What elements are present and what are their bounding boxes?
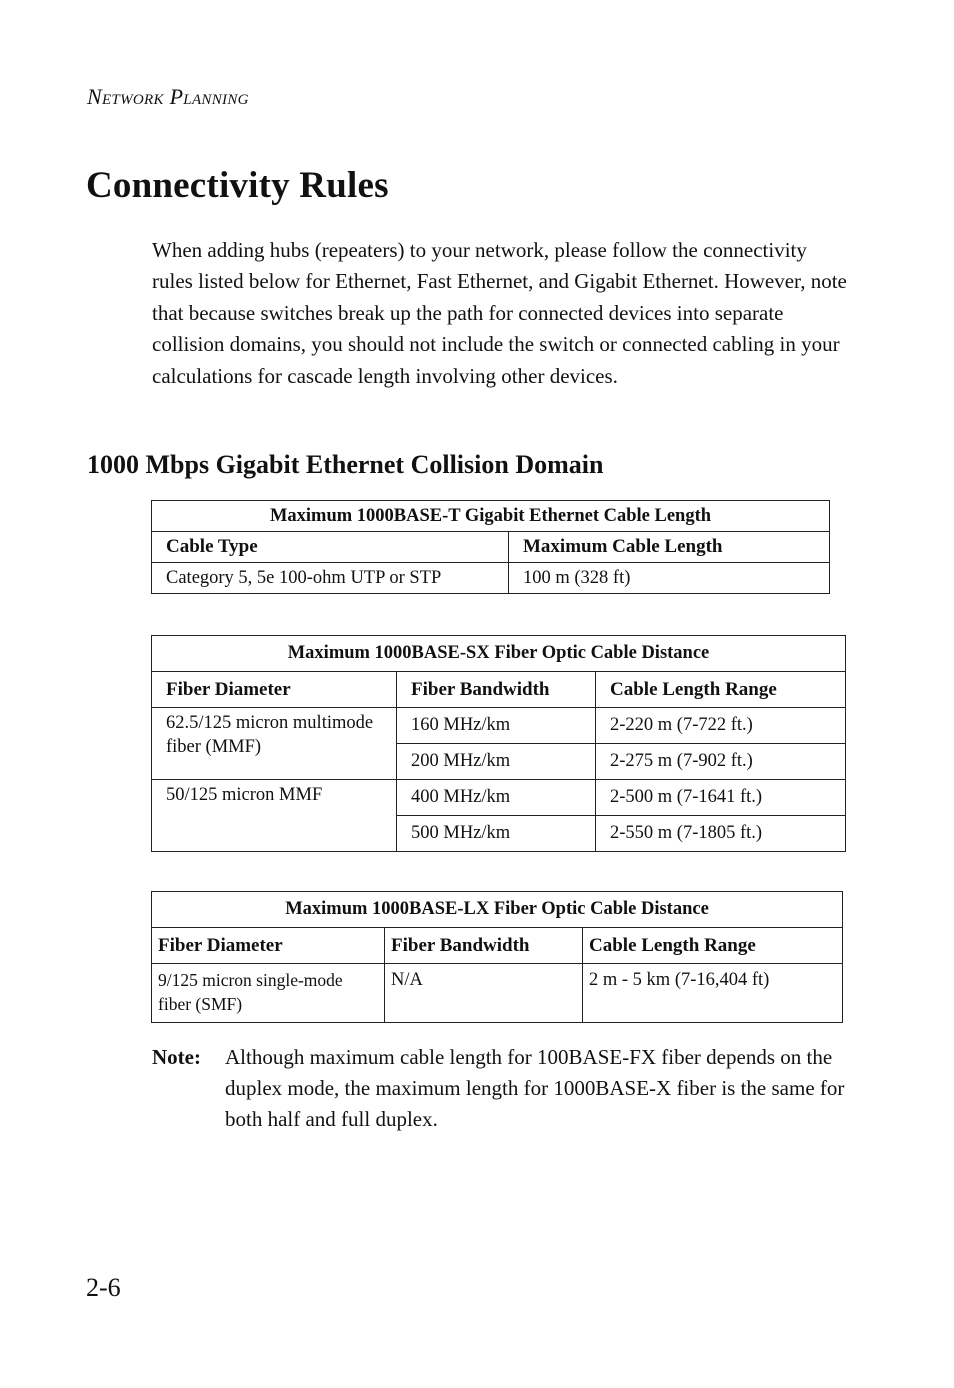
- column-header-fiber-bandwidth: Fiber Bandwidth: [385, 928, 583, 964]
- section-title: Connectivity Rules: [86, 165, 389, 206]
- cell-length-range: 2-550 m (7-1805 ft.): [596, 816, 846, 852]
- table-caption-row: [152, 501, 830, 532]
- table-row: [152, 964, 843, 1023]
- cell-fiber-diameter: 62.5/125 micron multimode fiber (MMF): [152, 708, 397, 780]
- table-caption: Maximum 1000BASE-T Gigabit Ethernet Cable Length: [152, 501, 830, 532]
- page-number: 2-6: [86, 1273, 121, 1302]
- table-row: [152, 563, 830, 594]
- table-header-row: [152, 672, 846, 708]
- cell-length-range: 2-220 m (7-722 ft.): [596, 708, 846, 744]
- note-text: Although maximum cable length for 100BASE-FX fiber depends on the duplex mode, the maximum length for 1000BASE-X fiber is the same for both half and full duplex.: [225, 1045, 845, 1131]
- cell-max-length: 100 m (328 ft): [509, 563, 830, 594]
- table-header-row: [152, 928, 843, 964]
- column-header-fiber-bandwidth: Fiber Bandwidth: [397, 672, 596, 708]
- table-caption-row: [152, 636, 846, 672]
- table-1000base-sx: [151, 635, 846, 852]
- cell-fiber-diameter: 9/125 micron single-mode fiber (SMF): [152, 964, 385, 1023]
- cell-length-range: 2-275 m (7-902 ft.): [596, 744, 846, 780]
- cell-length-range: 2 m - 5 km (7-16,404 ft): [583, 964, 843, 1023]
- table-caption: Maximum 1000BASE-SX Fiber Optic Cable Distance: [152, 636, 846, 672]
- cell-fiber-bandwidth: 200 MHz/km: [397, 744, 596, 780]
- cell-cable-type: Category 5, 5e 100-ohm UTP or STP: [152, 563, 509, 594]
- table-1000base-lx: [151, 891, 843, 1023]
- cell-fiber-bandwidth: N/A: [385, 964, 583, 1023]
- table-header-row: [152, 532, 830, 563]
- column-header-length-range: Cable Length Range: [583, 928, 843, 964]
- table-1000base-t: [151, 500, 830, 594]
- note-block: [152, 1042, 852, 1135]
- column-header-fiber-diameter: Fiber Diameter: [152, 928, 385, 964]
- cell-fiber-diameter: 50/125 micron MMF: [152, 780, 397, 852]
- column-header-max-length: Maximum Cable Length: [509, 532, 830, 563]
- table-caption: Maximum 1000BASE-LX Fiber Optic Cable Distance: [152, 892, 843, 928]
- table-row: [152, 780, 846, 816]
- table-caption-row: [152, 892, 843, 928]
- table-row: [152, 708, 846, 744]
- cell-fiber-bandwidth: 160 MHz/km: [397, 708, 596, 744]
- column-header-length-range: Cable Length Range: [596, 672, 846, 708]
- running-header: Network Planning: [87, 84, 249, 109]
- cell-fiber-bandwidth: 500 MHz/km: [397, 816, 596, 852]
- subsection-title: 1000 Mbps Gigabit Ethernet Collision Domain: [87, 450, 604, 479]
- cell-fiber-bandwidth: 400 MHz/km: [397, 780, 596, 816]
- column-header-cable-type: Cable Type: [152, 532, 509, 563]
- cell-length-range: 2-500 m (7-1641 ft.): [596, 780, 846, 816]
- intro-paragraph: When adding hubs (repeaters) to your network, please follow the connectivity rules listed below for Ethernet, Fast Ethernet, and Gigabit Ethernet. However, note that because switches break up the path for connected devices into separate collision domains, you should not include the switch or connected cabling in your calculations for cascade length involving other devices.: [152, 238, 847, 388]
- column-header-fiber-diameter: Fiber Diameter: [152, 672, 397, 708]
- note-label: Note:: [152, 1045, 201, 1069]
